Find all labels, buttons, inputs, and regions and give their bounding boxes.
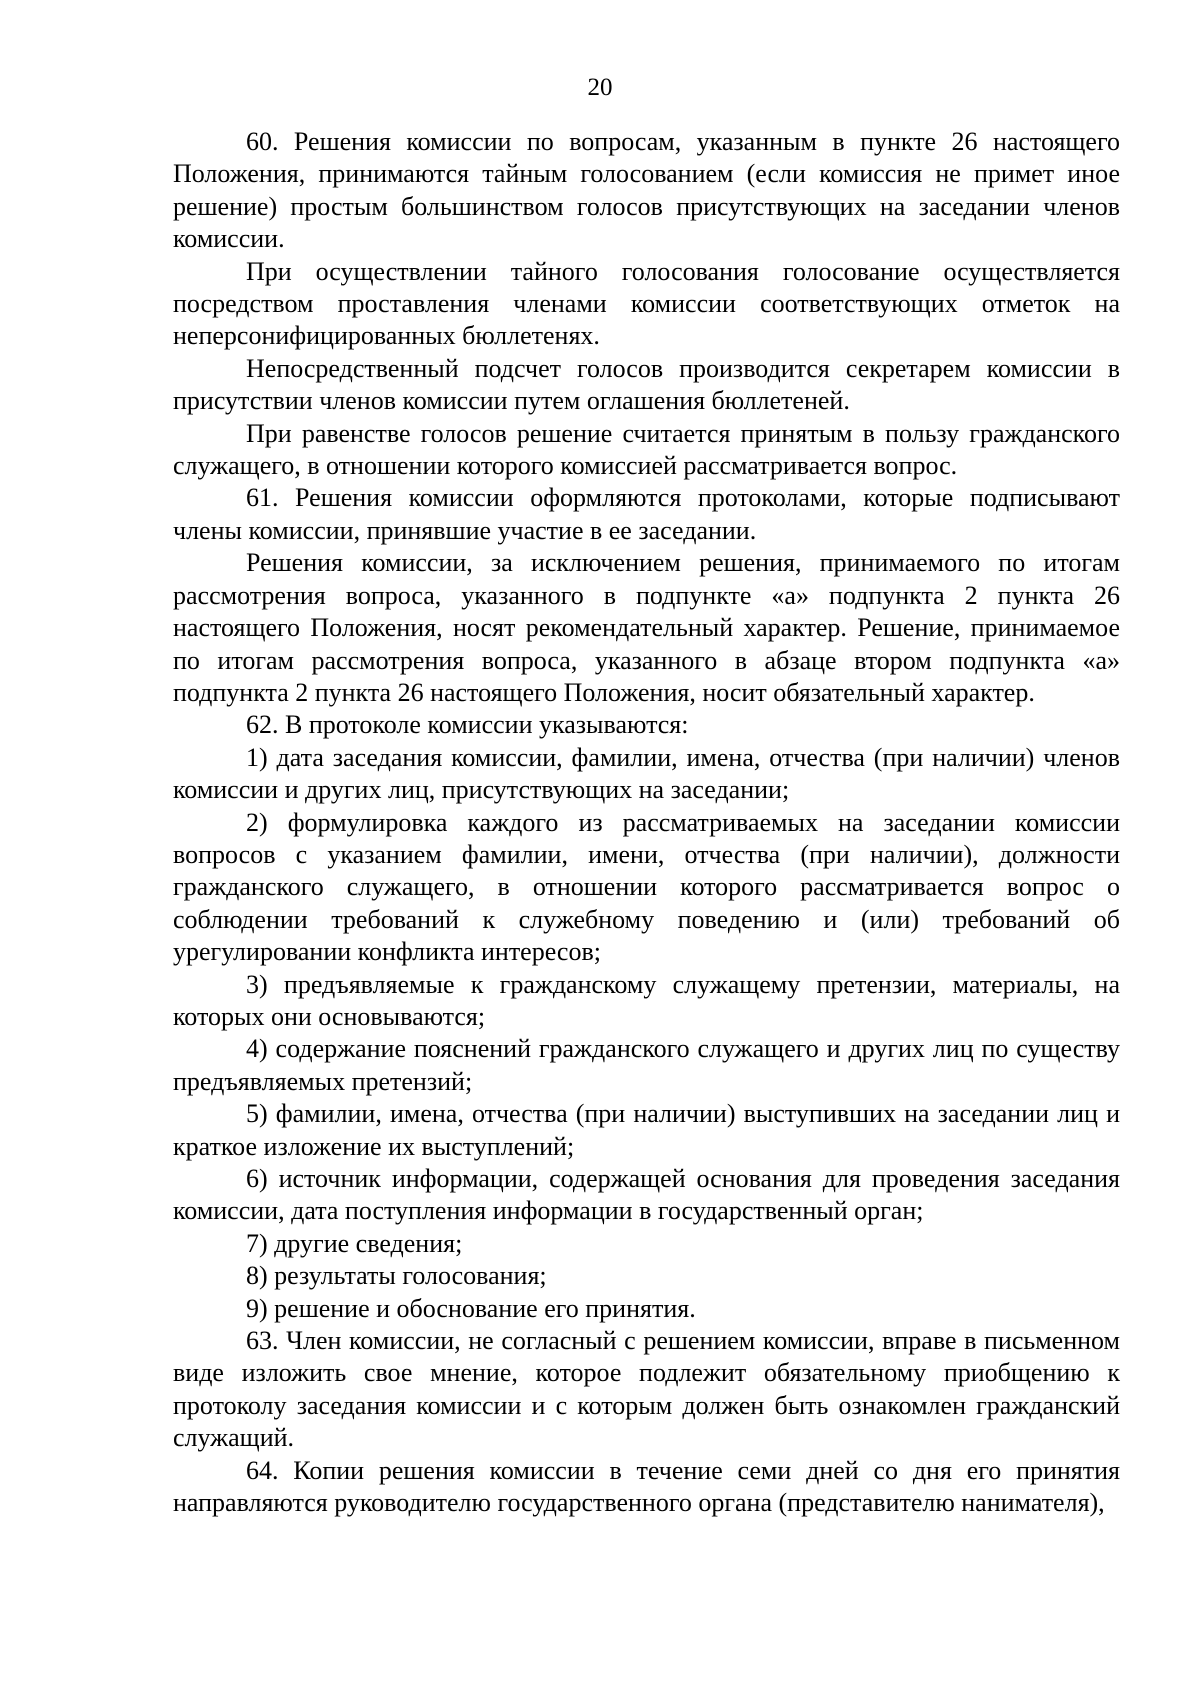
paragraph-63: 63. Член комиссии, не согласный с решением комиссии, вправе в письменном виде изложить свое мнение, которое подлежит обязательному приобщению к протоколу заседания комиссии и с которым должен быть ознакомлен гражданский служащий. [173,1326,1120,1453]
document-body [173,126,1120,1519]
list-item-6: 6) источник информации, содержащей основания для проведения заседания комиссии, дата поступления информации в государственный орган; [173,1164,1120,1226]
paragraph-decisions-nature: Решения комиссии, за исключением решения, принимаемого по итогам рассмотрения вопроса, указанного в подпункте «а» подпункта 2 пункта 26 настоящего Положения, носят рекомендательный характер. Решение, принимаемое по итогам рассмотрения вопроса, указанного в абзаце втором подпункта «а» подпункта 2 пункта 26 настоящего Положения, носит обязательный характер. [173,548,1120,707]
list-item-1: 1) дата заседания комиссии, фамилии, имена, отчества (при наличии) членов комиссии и других лиц, присутствующих на заседании; [173,742,1120,805]
list-item-4: 4) содержание пояснений гражданского служащего и других лиц по существу предъявляемых претензий; [173,1034,1120,1096]
list-item-5: 5) фамилии, имена, отчества (при наличии) выступивших на заседании лиц и краткое изложение их выступлений; [173,1099,1120,1161]
page-number: 20 [587,74,613,101]
paragraph-vote-count: Непосредственный подсчет голосов производится секретарем комиссии в присутствии членов комиссии путем оглашения бюллетеней. [173,353,1120,416]
paragraph-equal-votes: При равенстве голосов решение считается принятым в пользу гражданского служащего, в отношении которого комиссией рассматривается вопрос. [173,418,1120,481]
list-item-9: 9) решение и обоснование его принятия. [246,1293,696,1323]
paragraph-61: 61. Решения комиссии оформляются протоколами, которые подписывают члены комиссии, принявшие участие в ее заседании. [173,483,1120,545]
paragraph-secret-voting: При осуществлении тайного голосования голосование осуществляется посредством проставления членами комиссии соответствующих отметок на неперсонифицированных бюллетенях. [173,256,1120,351]
paragraph-62: 62. В протоколе комиссии указываются: [246,710,689,740]
list-item-8: 8) результаты голосования; [246,1261,547,1291]
paragraph-64: 64. Копии решения комиссии в течение семи дней со дня его принятия направляются руководителю государственного органа (представителю нанимателя), [173,1455,1120,1518]
list-item-7: 7) другие сведения; [246,1228,463,1258]
list-item-2: 2) формулировка каждого из рассматриваемых на заседании комиссии вопросов с указанием фамилии, имени, отчества (при наличии), должности гражданского служащего, в отношении которого рассматривается вопрос о соблюдении требований к служебному поведению и (или) требований об урегулировании конфликта интересов; [173,807,1120,967]
list-item-3: 3) предъявляемые к гражданскому служащему претензии, материалы, на которых они основываются; [173,969,1120,1031]
paragraph-60: 60. Решения комиссии по вопросам, указанным в пункте 26 настоящего Положения, принимаются тайным голосованием (если комиссия не примет иное решение) простым большинством голосов присутствующих на заседании членов комиссии. [173,127,1120,254]
